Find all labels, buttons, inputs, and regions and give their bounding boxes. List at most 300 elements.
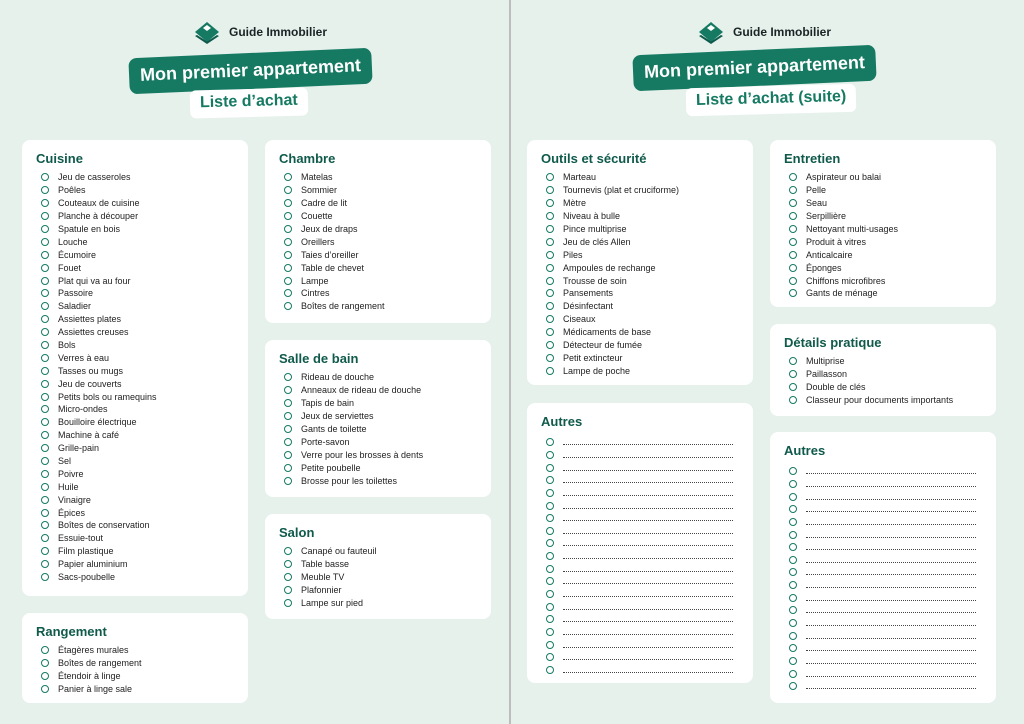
dotted-write-line[interactable]: [806, 532, 976, 538]
checkbox-circle-icon[interactable]: [41, 457, 49, 465]
checkbox-circle-icon[interactable]: [546, 238, 554, 246]
dotted-write-line[interactable]: [806, 481, 976, 487]
checklist-item: [36, 416, 234, 429]
blank-line-item: [784, 516, 982, 529]
checklist-item: [36, 506, 234, 519]
checkbox-circle-icon[interactable]: [284, 586, 292, 594]
checkbox-circle-icon[interactable]: [41, 573, 49, 581]
card-details-pratique: [770, 324, 996, 416]
checkbox-circle-icon[interactable]: [41, 444, 49, 452]
checklist-item: [541, 210, 739, 223]
checkbox-circle-icon[interactable]: [546, 199, 554, 207]
checklist-item: [784, 368, 982, 381]
checklist-item-label: Couette: [301, 211, 333, 222]
blank-line-item: [784, 478, 982, 491]
dotted-write-line[interactable]: [563, 515, 733, 521]
page-subtitle: Liste d’achat: [190, 87, 309, 118]
checkbox-circle-icon[interactable]: [546, 302, 554, 310]
checkbox-circle-icon[interactable]: [789, 531, 797, 539]
checkbox-circle-icon[interactable]: [546, 464, 554, 472]
checkbox-circle-icon[interactable]: [789, 657, 797, 665]
dotted-write-line[interactable]: [563, 616, 733, 622]
checkbox-circle-icon[interactable]: [546, 251, 554, 259]
checkbox-circle-icon[interactable]: [546, 502, 554, 510]
checkbox-circle-icon[interactable]: [546, 186, 554, 194]
brand-name: Guide Immobilier: [229, 25, 328, 39]
checkbox-circle-icon[interactable]: [546, 354, 554, 362]
checkbox-circle-icon[interactable]: [789, 543, 797, 551]
checkbox-circle-icon[interactable]: [789, 173, 797, 181]
checklist-item: [541, 248, 739, 261]
checkbox-circle-icon[interactable]: [41, 264, 49, 272]
checkbox-circle-icon[interactable]: [284, 277, 292, 285]
checkbox-circle-icon[interactable]: [789, 225, 797, 233]
card-title: Cuisine: [36, 151, 83, 166]
card-autres-left: [527, 403, 753, 683]
checkbox-circle-icon[interactable]: [41, 560, 49, 568]
card-cuisine: [22, 140, 248, 596]
checkbox-circle-icon[interactable]: [789, 556, 797, 564]
checklist: [36, 171, 234, 584]
checkbox-circle-icon[interactable]: [546, 615, 554, 623]
checkbox-circle-icon[interactable]: [546, 367, 554, 375]
brand-header: [193, 20, 327, 44]
checklist-item-label: Saladier: [58, 301, 92, 312]
checklist-item-label: Canapé ou fauteuil: [301, 546, 377, 557]
checkbox-circle-icon[interactable]: [284, 560, 292, 568]
dotted-write-line[interactable]: [563, 642, 733, 648]
checkbox-circle-icon[interactable]: [41, 685, 49, 693]
checkbox-circle-icon[interactable]: [789, 289, 797, 297]
checklist-item: [279, 210, 477, 223]
checkbox-circle-icon[interactable]: [546, 315, 554, 323]
dotted-write-line[interactable]: [806, 595, 976, 601]
checkbox-circle-icon[interactable]: [546, 552, 554, 560]
checklist-item-label: Boîtes de rangement: [58, 658, 142, 669]
checkbox-circle-icon[interactable]: [546, 514, 554, 522]
checkbox-circle-icon[interactable]: [546, 212, 554, 220]
blank-line-item: [784, 604, 982, 617]
checkbox-circle-icon[interactable]: [284, 412, 292, 420]
blank-line-item: [784, 617, 982, 630]
dotted-write-line[interactable]: [563, 566, 733, 572]
checkbox-circle-icon[interactable]: [546, 527, 554, 535]
house-logo-icon: [193, 20, 221, 44]
checkbox-circle-icon[interactable]: [789, 568, 797, 576]
checklist-item: [279, 223, 477, 236]
checklist-item: [36, 223, 234, 236]
checklist-item: [279, 371, 477, 384]
checkbox-circle-icon[interactable]: [546, 577, 554, 585]
dotted-write-line[interactable]: [806, 519, 976, 525]
checkbox-circle-icon[interactable]: [41, 646, 49, 654]
checkbox-circle-icon[interactable]: [284, 251, 292, 259]
checklist-item-label: Nettoyant multi-usages: [806, 224, 899, 234]
checklist-item-label: Médicaments de base: [563, 327, 652, 338]
checkbox-circle-icon[interactable]: [789, 238, 797, 246]
checkbox-circle-icon[interactable]: [789, 670, 797, 678]
dotted-write-line[interactable]: [806, 468, 976, 474]
checkbox-circle-icon[interactable]: [789, 619, 797, 627]
checklist-item: [279, 300, 477, 313]
checkbox-circle-icon[interactable]: [789, 682, 797, 690]
checkbox-circle-icon[interactable]: [41, 418, 49, 426]
checkbox-circle-icon[interactable]: [41, 393, 49, 401]
checklist-item: [541, 184, 739, 197]
checklist-item: [784, 287, 982, 300]
blank-line-item: [784, 553, 982, 566]
checkbox-circle-icon[interactable]: [41, 225, 49, 233]
checklist-item: [541, 287, 739, 300]
checkbox-circle-icon[interactable]: [284, 451, 292, 459]
checkbox-circle-icon[interactable]: [546, 489, 554, 497]
checkbox-circle-icon[interactable]: [284, 477, 292, 485]
checklist-item-label: Détecteur de fumée: [563, 340, 643, 351]
checklist-item: [279, 261, 477, 274]
blank-line-item: [541, 499, 739, 512]
dotted-write-line[interactable]: [806, 620, 976, 626]
checkbox-circle-icon[interactable]: [284, 373, 292, 381]
checkbox-circle-icon[interactable]: [546, 264, 554, 272]
checkbox-circle-icon[interactable]: [789, 212, 797, 220]
checklist-item: [541, 364, 739, 377]
checkbox-circle-icon[interactable]: [41, 367, 49, 375]
blank-line-item: [541, 664, 739, 677]
checklist-item-label: Gants de ménage: [806, 288, 878, 299]
dotted-write-line[interactable]: [806, 506, 976, 512]
dotted-write-line[interactable]: [563, 604, 733, 610]
checkbox-circle-icon[interactable]: [789, 644, 797, 652]
checklist-item: [279, 448, 477, 461]
checkbox-circle-icon[interactable]: [41, 547, 49, 555]
checkbox-circle-icon[interactable]: [546, 628, 554, 636]
blank-line-item: [541, 537, 739, 550]
checkbox-circle-icon[interactable]: [41, 277, 49, 285]
checkbox-circle-icon[interactable]: [546, 173, 554, 181]
checklist-item: [279, 410, 477, 423]
checkbox-circle-icon[interactable]: [41, 186, 49, 194]
checkbox-circle-icon[interactable]: [789, 581, 797, 589]
checkbox-circle-icon[interactable]: [546, 289, 554, 297]
checklist: [784, 171, 982, 300]
dotted-write-line[interactable]: [563, 667, 733, 673]
checklist-item-label: Jeux de draps: [301, 224, 358, 234]
dotted-write-line[interactable]: [563, 591, 733, 597]
dotted-write-line[interactable]: [806, 633, 976, 639]
checklist-item-label: Sacs-poubelle: [58, 572, 116, 583]
checklist-item: [541, 313, 739, 326]
checkbox-circle-icon[interactable]: [546, 451, 554, 459]
checklist-item-label: Vinaigre: [58, 494, 91, 505]
checkbox-circle-icon[interactable]: [546, 565, 554, 573]
dotted-write-line[interactable]: [806, 645, 976, 651]
checklist-item: [784, 210, 982, 223]
checkbox-circle-icon[interactable]: [41, 315, 49, 323]
blank-line-item: [541, 474, 739, 487]
dotted-write-line[interactable]: [563, 503, 733, 509]
checklist-item-label: Trousse de soin: [563, 275, 627, 286]
checkbox-circle-icon[interactable]: [789, 199, 797, 207]
checkbox-circle-icon[interactable]: [284, 386, 292, 394]
checkbox-circle-icon[interactable]: [284, 302, 292, 310]
blank-line-item: [541, 512, 739, 525]
checkbox-circle-icon[interactable]: [789, 632, 797, 640]
checkbox-circle-icon[interactable]: [789, 480, 797, 488]
checklist-item: [541, 326, 739, 339]
checklist-item-label: Matelas: [301, 172, 333, 183]
right-page: [511, 0, 1024, 724]
dotted-write-line[interactable]: [806, 683, 976, 689]
blank-line-item: [541, 562, 739, 575]
checkbox-circle-icon[interactable]: [284, 238, 292, 246]
checkbox-circle-icon[interactable]: [546, 666, 554, 674]
checklist-item-label: Bols: [58, 340, 76, 351]
checkbox-circle-icon[interactable]: [546, 328, 554, 336]
checkbox-circle-icon[interactable]: [41, 496, 49, 504]
checkbox-circle-icon[interactable]: [41, 302, 49, 310]
checklist-item-label: Produit à vitres: [806, 236, 867, 247]
checklist-item-label: Jeu de casseroles: [58, 172, 131, 183]
card-title: Entretien: [784, 151, 841, 166]
checkbox-circle-icon[interactable]: [41, 354, 49, 362]
checklist-item: [784, 394, 982, 407]
checklist-item-label: Cintres: [301, 288, 330, 299]
title-block: [129, 53, 372, 89]
checklist-item-label: Éponges: [806, 262, 842, 273]
checkbox-circle-icon[interactable]: [546, 653, 554, 661]
checkbox-circle-icon[interactable]: [41, 289, 49, 297]
checklist-item-label: Gants de toilette: [301, 424, 367, 434]
checkbox-circle-icon[interactable]: [789, 518, 797, 526]
dotted-write-line[interactable]: [563, 452, 733, 458]
checkbox-circle-icon[interactable]: [41, 672, 49, 680]
checkbox-circle-icon[interactable]: [284, 225, 292, 233]
dotted-write-line[interactable]: [806, 658, 976, 664]
blank-line-item: [784, 642, 982, 655]
card-salon: [265, 514, 491, 619]
checkbox-circle-icon[interactable]: [789, 264, 797, 272]
checkbox-circle-icon[interactable]: [41, 405, 49, 413]
checkbox-circle-icon[interactable]: [789, 594, 797, 602]
checkbox-circle-icon[interactable]: [284, 547, 292, 555]
dotted-write-line[interactable]: [563, 465, 733, 471]
checklist-item-label: Tournevis (plat et cruciforme): [563, 185, 680, 196]
checkbox-circle-icon[interactable]: [284, 173, 292, 181]
checkbox-circle-icon[interactable]: [284, 573, 292, 581]
checkbox-circle-icon[interactable]: [546, 539, 554, 547]
checkbox-circle-icon[interactable]: [41, 238, 49, 246]
checklist-item: [279, 461, 477, 474]
blank-line-item: [784, 490, 982, 503]
checklist-item: [36, 657, 234, 670]
checklist: [784, 355, 982, 407]
checklist-item-label: Film plastique: [58, 546, 114, 557]
blank-line-item: [541, 550, 739, 563]
checklist-item-label: Panier à linge sale: [58, 684, 133, 695]
dotted-write-line[interactable]: [806, 671, 976, 677]
checkbox-circle-icon[interactable]: [41, 509, 49, 517]
dotted-write-line[interactable]: [806, 494, 976, 500]
dotted-write-line[interactable]: [563, 578, 733, 584]
dotted-write-line[interactable]: [806, 557, 976, 563]
checkbox-circle-icon[interactable]: [284, 425, 292, 433]
dotted-write-line[interactable]: [563, 540, 733, 546]
checkbox-circle-icon[interactable]: [284, 186, 292, 194]
checkbox-circle-icon[interactable]: [41, 199, 49, 207]
checklist-item-label: Assiettes creuses: [58, 327, 129, 338]
checkbox-circle-icon[interactable]: [41, 328, 49, 336]
checklist-item-label: Petits bols ou ramequins: [58, 391, 157, 402]
dotted-write-line[interactable]: [563, 553, 733, 559]
checklist-item-label: Niveau à bulle: [563, 211, 621, 222]
checkbox-circle-icon[interactable]: [789, 251, 797, 259]
dotted-write-line[interactable]: [806, 569, 976, 575]
checkbox-circle-icon[interactable]: [546, 225, 554, 233]
checkbox-circle-icon[interactable]: [41, 534, 49, 542]
checkbox-circle-icon[interactable]: [41, 251, 49, 259]
checkbox-circle-icon[interactable]: [789, 383, 797, 391]
checkbox-circle-icon[interactable]: [284, 399, 292, 407]
checkbox-circle-icon[interactable]: [284, 438, 292, 446]
checkbox-circle-icon[interactable]: [41, 380, 49, 388]
checkbox-circle-icon[interactable]: [789, 277, 797, 285]
checkbox-circle-icon[interactable]: [284, 599, 292, 607]
checklist-item: [36, 493, 234, 506]
checklist-item-label: Ciseaux: [563, 314, 596, 325]
checklist-item: [36, 545, 234, 558]
checklist-item: [784, 261, 982, 274]
checkbox-circle-icon[interactable]: [789, 493, 797, 501]
dotted-write-line[interactable]: [563, 477, 733, 483]
checkbox-circle-icon[interactable]: [546, 341, 554, 349]
checklist-item-label: Lampe de poche: [563, 365, 631, 376]
checkbox-circle-icon[interactable]: [284, 289, 292, 297]
checklist-item: [36, 248, 234, 261]
checklist-item-label: Boîtes de conservation: [58, 520, 150, 531]
dotted-write-line[interactable]: [563, 490, 733, 496]
checklist-item-label: Aspirateur ou balai: [806, 172, 882, 183]
blank-line-item: [541, 613, 739, 626]
checkbox-circle-icon[interactable]: [789, 396, 797, 404]
checkbox-circle-icon[interactable]: [284, 199, 292, 207]
card-chambre: [265, 140, 491, 323]
checklist-item: [36, 571, 234, 584]
dotted-write-line[interactable]: [563, 439, 733, 445]
checkbox-circle-icon[interactable]: [41, 659, 49, 667]
dotted-write-line[interactable]: [806, 607, 976, 613]
checklist-item: [36, 326, 234, 339]
checklist-item: [36, 670, 234, 683]
checkbox-circle-icon[interactable]: [41, 431, 49, 439]
checkbox-circle-icon[interactable]: [41, 341, 49, 349]
checklist-item-label: Poivre: [58, 468, 84, 479]
checklist-item-label: Couteaux de cuisine: [58, 198, 140, 209]
checklist-item-label: Papier aluminium: [58, 559, 128, 570]
checklist-item-label: Chiffons microfibres: [806, 275, 886, 286]
checklist-item: [36, 351, 234, 364]
checklist-item: [36, 313, 234, 326]
checkbox-circle-icon[interactable]: [41, 212, 49, 220]
checklist-item: [36, 339, 234, 352]
checkbox-circle-icon[interactable]: [546, 476, 554, 484]
checklist-item: [36, 429, 234, 442]
checklist-item: [36, 274, 234, 287]
checklist-item-label: Tasses ou mugs: [58, 365, 124, 376]
checklist-item-label: Étendoir à linge: [58, 671, 121, 682]
dotted-write-line[interactable]: [806, 544, 976, 550]
checklist-item-label: Sommier: [301, 185, 338, 196]
dotted-write-line[interactable]: [563, 654, 733, 660]
card-title: Autres: [541, 414, 583, 429]
blank-line-item: [541, 524, 739, 537]
checklist-item-label: Piles: [563, 249, 583, 260]
blank-line-item: [784, 629, 982, 642]
checkbox-circle-icon[interactable]: [789, 357, 797, 365]
checkbox-circle-icon[interactable]: [546, 590, 554, 598]
checklist-item-label: Louche: [58, 236, 88, 247]
checkbox-circle-icon[interactable]: [546, 641, 554, 649]
checklist-item: [279, 248, 477, 261]
checklist: [279, 171, 477, 313]
checklist-item: [36, 403, 234, 416]
checkbox-circle-icon[interactable]: [41, 470, 49, 478]
checklist-item: [36, 300, 234, 313]
dotted-write-line[interactable]: [563, 629, 733, 635]
checkbox-circle-icon[interactable]: [41, 173, 49, 181]
checklist-item-label: Verre pour les brosses à dents: [301, 449, 424, 460]
card-title: Autres: [784, 443, 826, 458]
checklist-item-label: Anticalcaire: [806, 249, 853, 260]
checkbox-circle-icon[interactable]: [546, 438, 554, 446]
checklist-item-label: Petit extincteur: [563, 352, 623, 363]
dotted-write-line[interactable]: [806, 582, 976, 588]
checklist-item: [36, 683, 234, 696]
blank-line-item: [541, 487, 739, 500]
checklist-item-label: Boîtes de rangement: [301, 301, 385, 312]
checklist-item: [279, 435, 477, 448]
blank-line-item: [541, 651, 739, 664]
checklist-item-label: Plat qui va au four: [58, 275, 131, 286]
checkbox-circle-icon[interactable]: [789, 370, 797, 378]
checkbox-circle-icon[interactable]: [41, 521, 49, 529]
checklist-item: [36, 519, 234, 532]
checklist-item-label: Essuie-tout: [58, 533, 104, 544]
checklist-item-label: Ampoules de rechange: [563, 262, 656, 273]
checklist-item: [279, 287, 477, 300]
dotted-write-line[interactable]: [563, 528, 733, 534]
blank-line-item: [784, 503, 982, 516]
checkbox-circle-icon[interactable]: [284, 264, 292, 272]
checklist-item-label: Jeu de couverts: [58, 378, 122, 389]
checkbox-circle-icon[interactable]: [789, 186, 797, 194]
checkbox-circle-icon[interactable]: [546, 277, 554, 285]
checkbox-circle-icon[interactable]: [284, 212, 292, 220]
checkbox-circle-icon[interactable]: [284, 464, 292, 472]
checklist-item: [36, 467, 234, 480]
checkbox-circle-icon[interactable]: [789, 467, 797, 475]
checklist-item-label: Micro-ondes: [58, 404, 108, 415]
blank-line-item: [784, 528, 982, 541]
checklist-item: [784, 197, 982, 210]
checkbox-circle-icon[interactable]: [41, 483, 49, 491]
checkbox-circle-icon[interactable]: [546, 603, 554, 611]
checklist-item-label: Pansements: [563, 288, 614, 299]
checkbox-circle-icon[interactable]: [789, 505, 797, 513]
title-block: [633, 50, 876, 86]
checklist-item: [279, 571, 477, 584]
checklist-item-label: Mètre: [563, 198, 587, 209]
checkbox-circle-icon[interactable]: [789, 606, 797, 614]
